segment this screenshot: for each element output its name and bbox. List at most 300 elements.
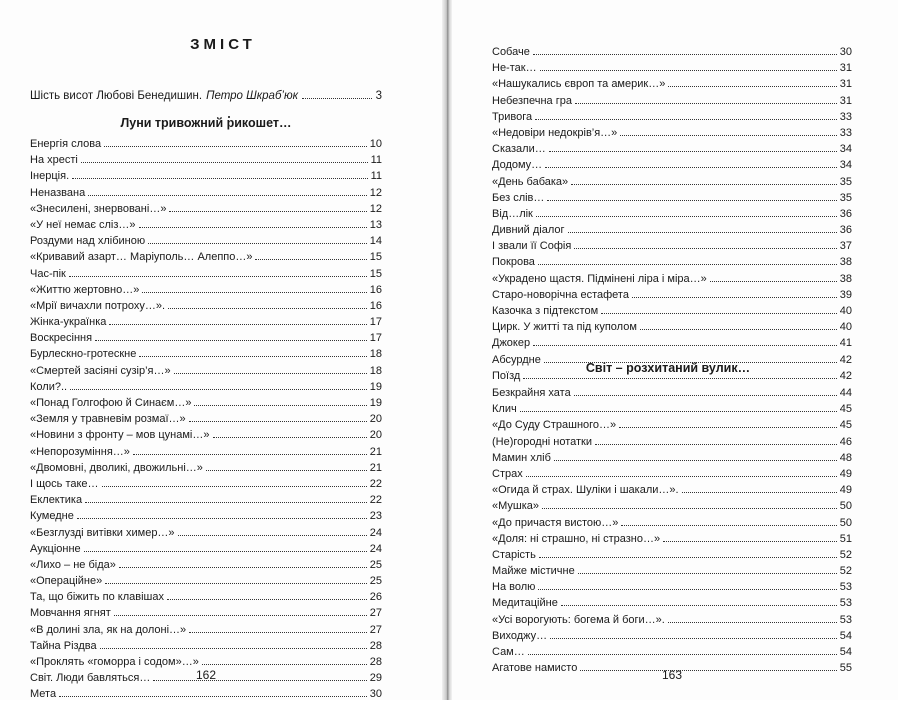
entry-page: 23	[369, 510, 382, 523]
leader-dots	[620, 125, 836, 136]
leader-dots	[528, 644, 837, 655]
toc-entry	[492, 157, 852, 173]
leader-dots	[538, 579, 836, 590]
leader-dots	[102, 476, 367, 487]
toc-entry	[30, 541, 382, 557]
entry-title: «Недовіри недокрів’я…»	[492, 126, 618, 139]
entry-page: 54	[839, 629, 852, 642]
leader-dots	[601, 303, 837, 314]
toc-entry	[30, 573, 382, 589]
toc-entry	[492, 238, 852, 254]
leader-dots	[142, 282, 366, 293]
entry-page: 21	[369, 461, 382, 474]
leader-dots	[105, 573, 367, 584]
toc-entry	[492, 141, 852, 157]
page-number-left: 162	[195, 668, 217, 682]
entry-title: «Кривавий азарт… Маріуполь… Алеппо…»	[30, 251, 253, 264]
leader-dots	[550, 628, 837, 639]
toc-entry	[492, 303, 852, 319]
entry-title: «Безглузді витівки химер…»	[30, 526, 175, 539]
entry-title: Поїзд	[492, 369, 521, 382]
entry-title: Майже містичне	[492, 565, 575, 578]
toc-entry	[492, 482, 852, 498]
entry-page: 17	[369, 316, 382, 329]
leader-dots	[580, 660, 836, 671]
entry-page: 44	[839, 387, 852, 399]
entry-page: 42	[839, 353, 852, 366]
toc-entry	[492, 450, 852, 466]
entry-title: Мамин хліб	[492, 451, 551, 464]
entry-title: Бурлескно-гротескне	[30, 348, 137, 361]
entry-title: Старо-новорічна естафета	[492, 288, 629, 301]
leader-dots	[206, 460, 367, 471]
entry-title: Еклектика	[30, 494, 83, 507]
right-page	[452, 0, 898, 700]
leader-dots	[547, 190, 836, 201]
leader-dots	[540, 60, 837, 71]
toc-list-left	[30, 136, 382, 703]
entry-page: 10	[369, 138, 382, 150]
leader-dots	[169, 201, 366, 212]
entry-page: 33	[839, 110, 852, 123]
entry-title: Від…лік	[492, 207, 533, 220]
entry-title: І звали її Софія	[492, 240, 572, 253]
toc-entry	[30, 233, 382, 249]
leader-dots	[59, 686, 367, 697]
toc-entry	[492, 190, 852, 206]
entry-page: 24	[369, 526, 382, 539]
entry-title: Світ. Люди бавляться…	[30, 672, 151, 685]
leader-dots	[549, 141, 837, 152]
entry-title: Енергія слова	[30, 138, 102, 150]
entry-title: Жінка-українка	[30, 316, 107, 329]
entry-page: 35	[839, 175, 852, 188]
entry-page: 31	[839, 78, 852, 91]
entry-title: «Доля: ні страшно, ні стразно…»	[492, 532, 661, 545]
entry-title: Страх	[492, 467, 523, 480]
entry-title: Небезпечна гра	[492, 94, 572, 107]
entry-title: Мовчання ягнят	[30, 607, 111, 620]
entry-page: 22	[369, 494, 382, 507]
entry-title: «У неї немає сліз…»	[30, 218, 136, 231]
leader-dots	[77, 508, 367, 519]
toc-entry	[30, 411, 382, 427]
leader-dots	[114, 605, 367, 616]
entry-page: 53	[839, 597, 852, 610]
entry-page: 19	[369, 380, 382, 393]
entry-page: 40	[839, 305, 852, 317]
entry-page: 52	[839, 565, 852, 578]
entry-page: 53	[839, 581, 852, 594]
leader-dots	[561, 595, 837, 606]
leader-dots	[81, 152, 368, 163]
entry-page: 29	[369, 672, 382, 685]
entry-title: Без слів…	[492, 191, 545, 204]
entry-title: Клич	[492, 403, 517, 416]
toc-entry	[492, 644, 852, 660]
toc-entry	[492, 125, 852, 141]
toc-entry	[30, 330, 382, 346]
entry-page: 45	[839, 403, 852, 416]
toc-entry	[492, 60, 852, 76]
leader-dots	[710, 271, 837, 282]
entry-page: 49	[839, 467, 852, 480]
entry-title: Тайна Різдва	[30, 639, 97, 652]
toc-entry	[492, 287, 852, 303]
entry-title: «Земля у травневім розмаї…»	[30, 413, 186, 426]
entry-title: «Новини з фронту – мов цунамі…»	[30, 429, 210, 442]
leader-dots	[104, 136, 367, 147]
leader-dots	[70, 379, 367, 390]
entry-page: 27	[369, 623, 382, 636]
leader-dots	[595, 434, 837, 445]
toc-entry	[30, 525, 382, 541]
entry-title: Не-так…	[492, 62, 537, 75]
entry-page: 11	[370, 154, 382, 167]
entry-title: Абсурдне	[492, 353, 541, 366]
toc-entry	[492, 434, 852, 450]
entry-page: 51	[839, 532, 852, 545]
entry-page: 30	[369, 688, 382, 701]
toc-entry	[492, 271, 852, 287]
entry-page: 16	[369, 283, 382, 296]
leader-dots	[574, 238, 836, 249]
toc-entry	[30, 185, 382, 201]
entry-title: Аукціонне	[30, 542, 81, 555]
entry-page: 31	[839, 94, 852, 107]
toc-list-right-bottom	[492, 385, 852, 676]
toc-entry	[30, 266, 382, 282]
entry-page: 53	[839, 613, 852, 626]
toc-entry	[492, 222, 852, 238]
leader-dots	[178, 525, 367, 536]
entry-page: 48	[839, 451, 852, 464]
leader-dots	[619, 417, 837, 428]
left-page	[0, 0, 446, 700]
toc-entry	[492, 206, 852, 222]
leader-dots	[72, 168, 367, 179]
entry-title: Роздуми над хлібиною	[30, 235, 146, 248]
leader-dots	[575, 93, 837, 104]
leader-dots	[632, 287, 837, 298]
entry-title: «Понад Голгофою й Синаєм…»	[30, 397, 192, 409]
intro-entry	[30, 88, 382, 102]
entry-page: 35	[839, 191, 852, 204]
toc-entry	[492, 628, 852, 644]
leader-dots	[100, 638, 367, 649]
leader-dots	[682, 482, 837, 493]
entry-page: 13	[369, 218, 382, 231]
entry-page: 34	[839, 143, 852, 156]
toc-entry	[492, 417, 852, 433]
leader-dots	[571, 174, 837, 185]
entry-page: 28	[369, 639, 382, 652]
leader-dots	[302, 88, 372, 99]
toc-entry	[30, 363, 382, 379]
entry-page: 37	[839, 240, 852, 253]
entry-page: 11	[370, 170, 382, 183]
entry-page: 17	[369, 332, 382, 345]
entry-title: Неназвана	[30, 186, 86, 199]
entry-title: Старість	[492, 548, 536, 561]
leader-dots	[542, 498, 837, 509]
entry-title: Кумедне	[30, 510, 74, 523]
entry-page: 26	[369, 591, 382, 604]
entry-page: 25	[369, 575, 382, 588]
toc-entry	[492, 385, 852, 401]
toc-entry	[492, 319, 852, 335]
entry-title: Інерція.	[30, 170, 70, 183]
entry-title: «До причастя вистою…»	[492, 516, 619, 529]
entry-title: «Мушка»	[492, 500, 540, 513]
leader-dots	[167, 589, 367, 600]
toc-entry	[30, 249, 382, 265]
toc-entry	[492, 579, 852, 595]
entry-title: Додому…	[492, 159, 543, 172]
leader-dots	[168, 298, 367, 309]
leader-dots	[189, 411, 367, 422]
entry-title: «День бабака»	[492, 175, 569, 188]
entry-title: І щось таке…	[30, 477, 99, 490]
entry-title: Цирк. У житті та під куполом	[492, 321, 637, 334]
entry-page: 36	[839, 224, 852, 237]
book-gutter	[442, 0, 452, 700]
toc-entry	[492, 93, 852, 109]
leader-dots	[255, 249, 366, 260]
entry-page: 22	[369, 477, 382, 490]
entry-page: 50	[839, 516, 852, 529]
toc-entry	[30, 638, 382, 654]
toc-entry	[30, 686, 382, 702]
entry-title: На хресті	[30, 154, 78, 167]
leader-dots	[194, 395, 366, 406]
entry-page: 18	[369, 348, 382, 361]
entry-page: 55	[839, 662, 852, 675]
entry-page: 27	[369, 607, 382, 620]
toc-entry	[30, 217, 382, 233]
page-number-right: 163	[661, 668, 683, 682]
entry-title: «Непорозуміння…»	[30, 445, 130, 458]
leader-dots	[95, 330, 367, 341]
entry-page: 15	[369, 251, 382, 264]
toc-entry	[30, 379, 382, 395]
leader-dots	[545, 157, 837, 168]
toc-entry	[492, 174, 852, 190]
leader-dots	[621, 515, 836, 526]
leader-dots	[69, 266, 367, 277]
toc-entry	[492, 76, 852, 92]
toc-entry	[492, 595, 852, 611]
toc-entry	[492, 109, 852, 125]
entry-title: «Проклять «гоморра і содом»…»	[30, 656, 199, 668]
entry-title: Час-пік	[30, 267, 66, 280]
toc-entry	[492, 254, 852, 270]
entry-page: 33	[839, 126, 852, 139]
entry-page: 34	[839, 159, 852, 172]
toc-entry	[492, 401, 852, 417]
entry-title: Коли?..	[30, 380, 68, 393]
entry-page: 38	[839, 272, 852, 285]
entry-title: Покрова	[492, 256, 535, 269]
entry-title: Тривога	[492, 110, 533, 123]
entry-title: «Двомовні, дволикі, двожильні…»	[30, 461, 203, 474]
entry-title: «Украдено щастя. Підмінені ліра і міра…»	[492, 272, 707, 285]
leader-dots	[539, 547, 837, 558]
entry-page: 45	[839, 419, 852, 432]
entry-page: 36	[839, 207, 852, 220]
toc-entry	[30, 557, 382, 573]
toc-entry	[30, 589, 382, 605]
entry-title: Сам…	[492, 646, 525, 658]
entry-page: 50	[839, 500, 852, 513]
entry-title: Дивний діалог	[492, 224, 565, 237]
toc-entry	[30, 298, 382, 314]
leader-dots	[174, 363, 367, 374]
entry-title: Собаче	[492, 46, 530, 58]
leader-dots	[568, 222, 837, 233]
entry-title: Виходжу…	[492, 629, 548, 642]
entry-page: 49	[839, 484, 852, 497]
entry-title: Медитаційне	[492, 597, 558, 610]
entry-page: 15	[369, 267, 382, 280]
leader-dots	[520, 401, 837, 412]
toc-entry	[30, 605, 382, 621]
entry-title: «Мрії вичахли потроху…».	[30, 299, 166, 312]
leader-dots	[139, 346, 366, 357]
toc-entry	[492, 498, 852, 514]
section-title-2: Світ – розхитаний вулик…	[585, 361, 751, 375]
entry-title: «В долині зла, як на долоні…»	[30, 623, 187, 636]
toc-entry	[30, 168, 382, 184]
entry-page: 18	[369, 364, 382, 377]
entry-title: «Знесилені, знервовані…»	[30, 202, 167, 215]
toc-entry	[30, 622, 382, 638]
leader-dots	[640, 319, 837, 330]
entry-title: Воскресіння	[30, 332, 93, 345]
entry-title: Безкрайня хата	[492, 387, 571, 399]
leader-dots	[526, 466, 837, 477]
toc-entry	[30, 444, 382, 460]
toc-list-right-top	[492, 44, 852, 384]
leader-dots	[554, 450, 837, 461]
leader-dots	[133, 444, 367, 455]
entry-title: На волю	[492, 581, 536, 594]
toc-entry	[492, 466, 852, 482]
entry-page: 19	[369, 397, 382, 409]
intro-author: Петро Шкраб’юк	[206, 90, 299, 102]
entry-page: 40	[839, 321, 852, 334]
toc-entry	[492, 44, 852, 60]
entry-page: 24	[369, 542, 382, 555]
leader-dots	[663, 531, 837, 542]
toc-entry	[492, 335, 852, 351]
entry-page: 28	[369, 656, 382, 668]
entry-page: 25	[369, 558, 382, 571]
entry-page: 54	[839, 646, 852, 658]
toc-entry	[30, 201, 382, 217]
entry-page: 12	[369, 202, 382, 215]
leader-dots	[533, 44, 837, 55]
toc-entry	[30, 476, 382, 492]
toc-entry	[492, 612, 852, 628]
entry-title: «Лихо – не біда»	[30, 558, 116, 571]
entry-title: Сказали…	[492, 143, 546, 156]
section-title-1: Луни тривожний рикошет…	[120, 116, 292, 130]
entry-page: 39	[839, 288, 852, 301]
leader-dots	[148, 233, 367, 244]
leader-dots	[578, 563, 837, 574]
intro-title: Шість висот Любові Бенедишин.	[30, 90, 203, 102]
entry-page: 31	[839, 62, 852, 75]
entry-title: Агатове намисто	[492, 662, 578, 675]
toc-title: ЗМІСТ	[190, 36, 256, 53]
entry-page: 52	[839, 548, 852, 561]
entry-title: (Не)городні нотатки	[492, 435, 592, 448]
leader-dots	[668, 76, 836, 87]
intro-page: 3	[375, 90, 382, 102]
leader-dots	[202, 654, 367, 665]
toc-entry	[30, 508, 382, 524]
entry-title: «До Суду Страшного…»	[492, 419, 617, 432]
entry-title: «Усі ворогують: богема й боги…».	[492, 613, 665, 626]
leader-dots	[536, 206, 837, 217]
leader-dots	[85, 492, 367, 503]
leader-dots	[84, 541, 367, 552]
entry-page: 14	[369, 235, 382, 248]
entry-title: «Нашукались європ та америк…»	[492, 78, 666, 91]
toc-entry	[30, 152, 382, 168]
entry-title: «Огида й страх. Шуліки і шакали…».	[492, 484, 679, 497]
entry-page: 20	[369, 413, 382, 426]
leader-dots	[119, 557, 367, 568]
leader-dots	[189, 622, 367, 633]
leader-dots	[88, 185, 367, 196]
leader-dots	[535, 109, 837, 120]
entry-page: 46	[839, 435, 852, 448]
toc-entry	[30, 346, 382, 362]
entry-title: Та, що біжить по клавішах	[30, 591, 164, 604]
toc-entry	[30, 314, 382, 330]
toc-entry	[492, 563, 852, 579]
entry-page: 20	[369, 429, 382, 442]
leader-dots	[574, 385, 837, 396]
entry-title: «Життю жертовно…»	[30, 283, 140, 296]
entry-page: 12	[369, 186, 382, 199]
leader-dots	[533, 335, 837, 346]
entry-title: «Операційне»	[30, 575, 103, 588]
entry-title: Казочка з підтекстом	[492, 305, 599, 317]
toc-entry	[30, 492, 382, 508]
toc-entry	[30, 460, 382, 476]
toc-entry	[30, 136, 382, 152]
entry-page: 16	[369, 299, 382, 312]
entry-page: 38	[839, 256, 852, 269]
toc-entry	[492, 547, 852, 563]
entry-page: 42	[839, 369, 852, 382]
leader-dots	[109, 314, 366, 325]
entry-title: «Смертей засіяні сузір’я…»	[30, 364, 171, 377]
leader-dots	[538, 254, 837, 265]
leader-dots	[213, 427, 367, 438]
toc-entry	[30, 282, 382, 298]
entry-page: 30	[839, 46, 852, 58]
entry-title: Мета	[30, 688, 57, 701]
toc-entry	[30, 395, 382, 411]
toc-entry	[30, 427, 382, 443]
entry-title: Джокер	[492, 337, 531, 350]
toc-entry	[492, 531, 852, 547]
toc-entry	[492, 515, 852, 531]
